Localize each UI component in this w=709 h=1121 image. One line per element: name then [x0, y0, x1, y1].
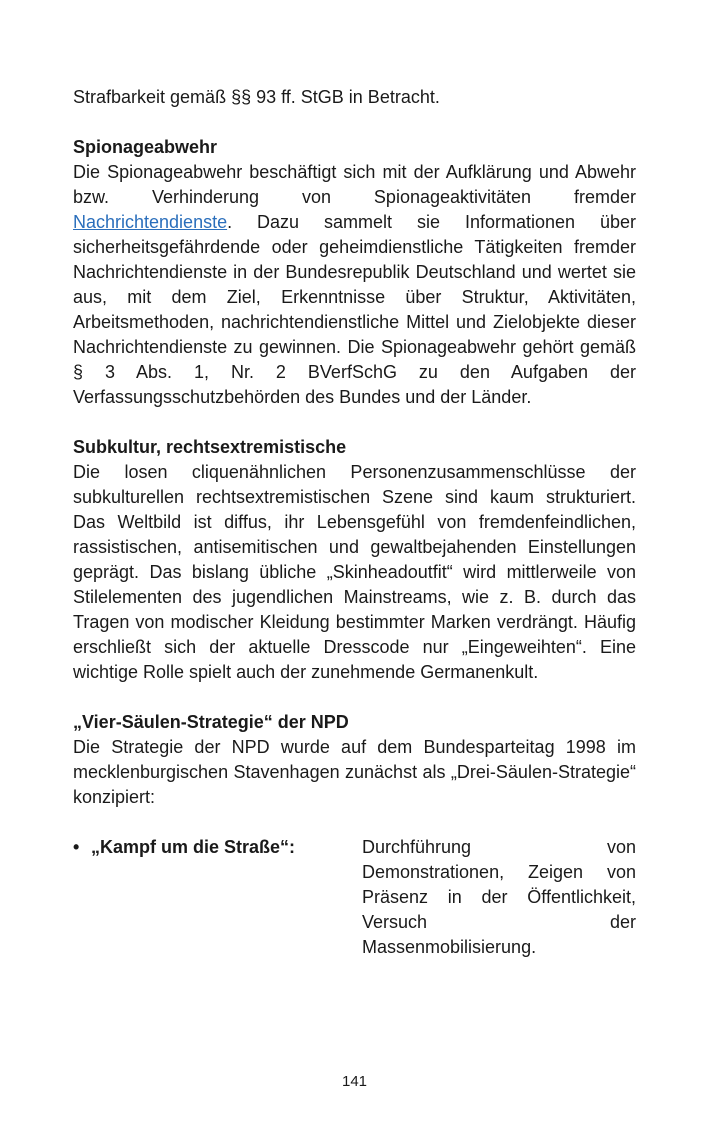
spacer [73, 810, 636, 835]
bullet-icon: • [73, 837, 80, 857]
body-text-after-link: . Dazu sammelt sie Informationen über sicherheitsgefährdende oder geheimdienstliche Tätigkeiten fremder Nachrichtendienste in der Bundesrepublik Deutschland und wertet sie aus, mit dem Ziel, Erkenntnisse über Struktur, Aktivitäten, Arbeitsmethoden, nachrichtendienstliche Mittel und Zielobjekte dieser Nachrichtendienste zu gewinnen. Die Spionageabwehr gehört gemäß § 3 Abs. 1, Nr. 2 BVerfSchG zu den Aufgaben der Verfassungsschutzbehörden des Bundes und der Länder. [73, 212, 636, 407]
spacer [73, 685, 636, 710]
document-page [73, 85, 636, 960]
bullet-item [73, 835, 636, 960]
section-spionageabwehr [73, 135, 636, 410]
nachrichtendienste-link[interactable]: Nachrichtendienste [73, 212, 228, 232]
section-body: Die Strategie der NPD wurde auf dem Bundesparteitag 1998 im mecklenburgischen Stavenhagen zunächst als „Drei-Säulen-Strategie“ konzipiert: [73, 737, 636, 807]
bullet-term: „Kampf um die Straße“: [91, 837, 296, 857]
bullet-description: Durchführung von Demonstrationen, Zeigen von Präsenz in der Öffentlichkeit, Versuch der Massenmobilisierung. [362, 837, 636, 957]
section-heading: Spionageabwehr [73, 137, 218, 157]
section-body [73, 160, 636, 410]
intro-line: Strafbarkeit gemäß §§ 93 ff. StGB in Betracht. [73, 87, 440, 107]
body-text-before-link: Die Spionageabwehr beschäftigt sich mit der Aufklärung und Abwehr bzw. Verhinderung von Spionageaktivitäten fremder [73, 162, 636, 207]
section-subkultur [73, 435, 636, 685]
section-heading: Subkultur, rechtsextremistische [73, 437, 347, 457]
section-heading: „Vier-Säulen-Strategie“ der NPD [73, 712, 349, 732]
spacer [73, 110, 636, 135]
section-body: Die losen cliquenähnlichen Personenzusammenschlüsse der subkulturellen rechtsextremistischen Szene sind kaum strukturiert. Das Weltbild ist diffus, ihr Lebensgefühl von fremdenfeindlichen, rassistischen, antisemitischen und gewaltbejahenden Einstellungen geprägt. Das bislang übliche „Skinheadoutfit“ wird mittlerweile von Stilelementen des jugendlichen Mainstreams, wie z. B. durch das Tragen von modischer Kleidung bestimmter Marken verdrängt. Häufig erschließt sich der aktuelle Dresscode nur „Eingeweihten“. Eine wichtige Rolle spielt auch der zunehmende Germanenkult. [73, 462, 636, 682]
page-number: 141 [341, 1073, 368, 1090]
spacer [73, 410, 636, 435]
section-vier-saeulen-strategie [73, 710, 636, 960]
